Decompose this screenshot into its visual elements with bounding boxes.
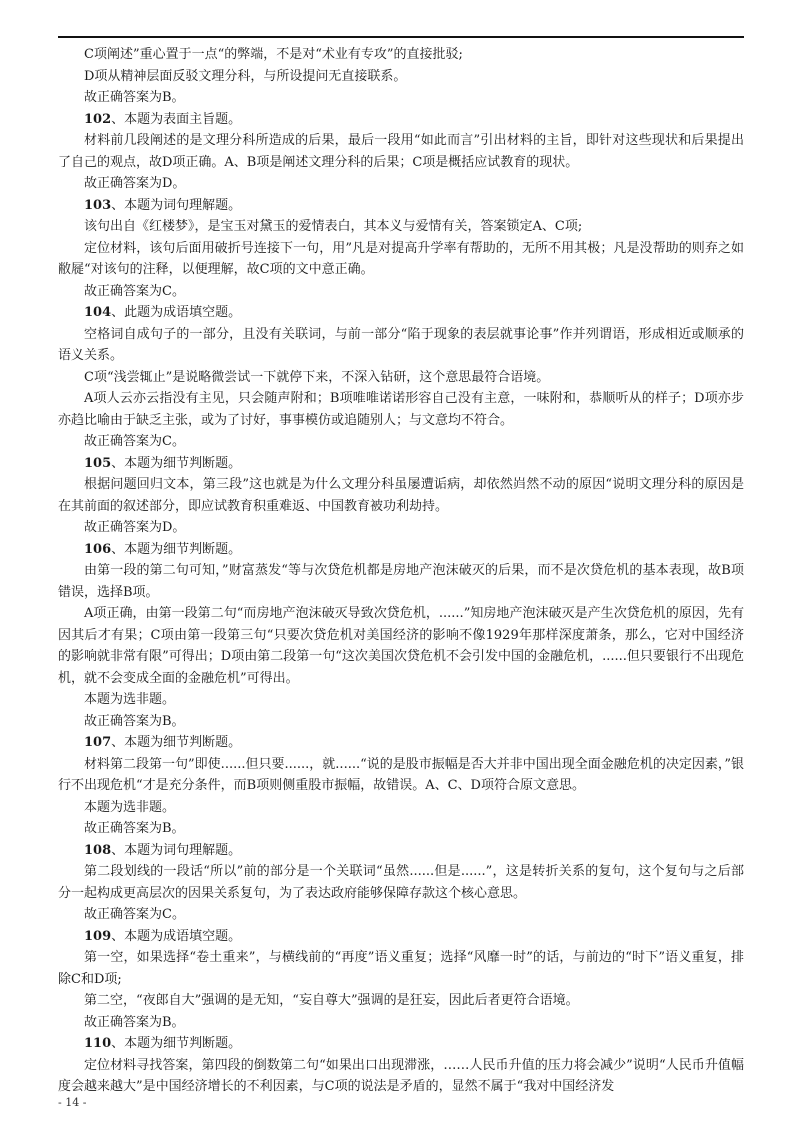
explanation-paragraph — [58, 388, 744, 431]
paragraph-text: 本题为选非题。 — [84, 692, 176, 707]
header-rule — [58, 36, 744, 38]
question-number: 109 — [84, 928, 112, 944]
paragraph-text: 、本题为细节判断题。 — [111, 455, 242, 471]
explanation-paragraph — [58, 173, 744, 195]
explanation-paragraph — [58, 797, 744, 819]
paragraph-text: 、此题为成语填空题。 — [111, 305, 242, 320]
explanation-paragraph — [58, 281, 744, 303]
explanation-paragraph — [58, 603, 744, 689]
explanation-paragraph — [58, 689, 744, 711]
explanation-paragraph — [58, 1012, 744, 1034]
question-number: 108 — [84, 842, 112, 858]
paragraph-text: 该句出自《红楼梦》，是宝玉对黛玉的爱情表白，其本义与爱情有关，答案锁定A、C项; — [84, 219, 583, 234]
page-number: - 14 - — [58, 1096, 87, 1109]
question-heading — [58, 302, 744, 324]
explanation-paragraph — [58, 560, 744, 603]
question-number: 107 — [84, 735, 112, 750]
question-heading — [58, 926, 744, 948]
paragraph-text: 、本题为成语填空题。 — [111, 928, 242, 944]
paragraph-text: 材料前几段阐述的是文理分科所造成的后果，最后一段用“如此而言”引出材料的主旨，即针对这些现状和后果提出了自己的观点，故D项正确。A、B项是阐述文理分科的后果；C项是概括应试教育的现状。 — [58, 133, 744, 170]
paragraph-text: C项“浅尝辄止”是说略微尝试一下就停下来，不深入钻研，这个意思最符合语境。 — [84, 369, 550, 385]
explanation-paragraph — [58, 711, 744, 733]
explanation-paragraph — [58, 1055, 744, 1098]
paragraph-text: 本题为选非题。 — [84, 799, 176, 815]
paragraph-text: 、本题为细节判断题。 — [111, 735, 242, 750]
explanation-paragraph — [58, 66, 744, 88]
explanation-paragraph — [58, 130, 744, 173]
explanation-paragraph — [58, 947, 744, 990]
paragraph-text: D项从精神层面反驳文理分科，与所设提问无直接联系。 — [84, 68, 407, 84]
paragraph-text: C项阐述”重心置于一点“的弊端，不是对“术业有专攻”的直接批驳; — [84, 47, 463, 62]
question-number: 105 — [84, 455, 112, 471]
paragraph-text: 定位材料，该句后面用破折号连接下一句，用”凡是对提高升学率有帮助的，无所不用其极；凡是没帮助的则弃之如敝屣“对该句的注释，以便理解，故C项的文中意正确。 — [58, 240, 744, 277]
paragraph-text: 材料第二段第一句”即使......但只要......，就......“说的是股市振幅是否大并非中国出现全面金融危机的决定因素，”银行不出现危机“才是充分条件，而B项则侧重股市振幅，故错误。A、C、D项符合原文意思。 — [58, 756, 744, 793]
question-heading — [58, 109, 744, 131]
question-number: 110 — [84, 1036, 112, 1051]
paragraph-text: 故正确答案为D。 — [84, 520, 186, 535]
question-heading — [58, 840, 744, 862]
question-heading — [58, 195, 744, 217]
question-heading — [58, 732, 744, 754]
explanation-paragraph — [58, 861, 744, 904]
paragraph-text: 、本题为细节判断题。 — [111, 1036, 242, 1051]
paragraph-text: 故正确答案为C。 — [84, 434, 185, 449]
paragraph-text: 故正确答案为B。 — [84, 713, 185, 729]
explanation-paragraph — [58, 44, 744, 66]
paragraph-text: 故正确答案为D。 — [84, 176, 186, 191]
paragraph-text: 第二空，“夜郎自大”强调的是无知，“妄自尊大”强调的是狂妄，因此后者更符合语境。 — [84, 993, 579, 1008]
paragraph-text: 故正确答案为C。 — [84, 283, 185, 299]
paragraph-text: 、本题为词句理解题。 — [111, 842, 242, 858]
explanation-paragraph — [58, 517, 744, 539]
paragraph-text: 由第一段的第二句可知，”财富蒸发“等与次贷危机都是房地产泡沫破灭的后果，而不是次贷危机的基本表现，故B项错误，选择B项。 — [58, 563, 744, 600]
explanation-paragraph — [58, 754, 744, 797]
explanation-paragraph — [58, 324, 744, 367]
paragraph-text: 故正确答案为C。 — [84, 907, 185, 922]
explanation-paragraph — [58, 431, 744, 453]
question-number: 104 — [84, 305, 112, 320]
paragraph-text: 、本题为词句理解题。 — [111, 197, 242, 213]
explanation-paragraph — [58, 818, 744, 840]
paragraph-text: A项人云亦云指没有主见，只会随声附和；B项唯唯诺诺形容自己没有主意，一味附和，恭顺听从的样子；D项亦步亦趋比喻由于缺乏主张，或为了讨好，事事模仿或追随别人；与文意均不符合。 — [58, 391, 744, 428]
explanation-paragraph — [58, 367, 744, 389]
paragraph-text: 故正确答案为B。 — [84, 1014, 185, 1030]
paragraph-text: 第二段划线的一段话“所以”前的部分是一个关联词“虽然......但是......”，这是转折关系的复句，这个复句与之后部分一起构成更高层次的因果关系复句，为了表达政府能够保障存款这个核心意思。 — [58, 864, 744, 901]
explanation-paragraph — [58, 904, 744, 926]
answer-explanations — [58, 44, 744, 1098]
explanation-paragraph — [58, 990, 744, 1012]
paragraph-text: 根据问题回归文本，第三段”这也就是为什么文理分科虽屡遭诟病，却依然岿然不动的原因“说明文理分科的原因是在其前面的叙述部分，即应试教育积重难返、中国教育被功利劫持。 — [58, 477, 744, 514]
explanation-paragraph — [58, 474, 744, 517]
paragraph-text: 空格词自成句子的一部分，且没有关联词，与前一部分“陷于现象的表层就事论事”作并列谓语，形成相近或顺承的语义关系。 — [58, 326, 744, 363]
question-number: 103 — [84, 197, 112, 213]
paragraph-text: A项正确，由第一段第二句“而房地产泡沫破灭导致次贷危机，......”知房地产泡沫破灭是产生次贷危机的原因，先有因其后才有果；C项由第一段第三句“只要次贷危机对美国经济的影响不像1929年那样深度萧条，那么，它对中国经济的影响就非常有限”可得出；D项由第二段第一句“这次美国次贷危机不会引发中国的金融危机，......但只要银行不出现危机，就不会变成全面的金融危机”可得出。 — [58, 606, 744, 686]
question-heading — [58, 1033, 744, 1055]
question-number: 106 — [84, 541, 112, 557]
explanation-paragraph — [58, 216, 744, 238]
paragraph-text: 、本题为细节判断题。 — [111, 541, 242, 557]
paragraph-text: 第一空，如果选择“卷土重来”，与横线前的“再度”语义重复；选择“风靡一时”的话，与前边的“时下”语义重复，排除C和D项; — [58, 950, 744, 987]
question-heading — [58, 539, 744, 561]
explanation-paragraph — [58, 238, 744, 281]
paragraph-text: 故正确答案为B。 — [84, 90, 185, 105]
paragraph-text: 故正确答案为B。 — [84, 821, 185, 836]
explanation-paragraph — [58, 87, 744, 109]
question-number: 102 — [84, 111, 112, 127]
question-heading — [58, 453, 744, 475]
paragraph-text: 定位材料寻找答案，第四段的倒数第二句“如果出口出现滞涨，……人民币升值的压力将会减少”说明“人民币升值幅度会越来越大”是中国经济增长的不利因素，与C项的说法是矛盾的，显然不属于“我对中国经济发 — [58, 1057, 744, 1094]
paragraph-text: 、本题为表面主旨题。 — [111, 111, 242, 127]
